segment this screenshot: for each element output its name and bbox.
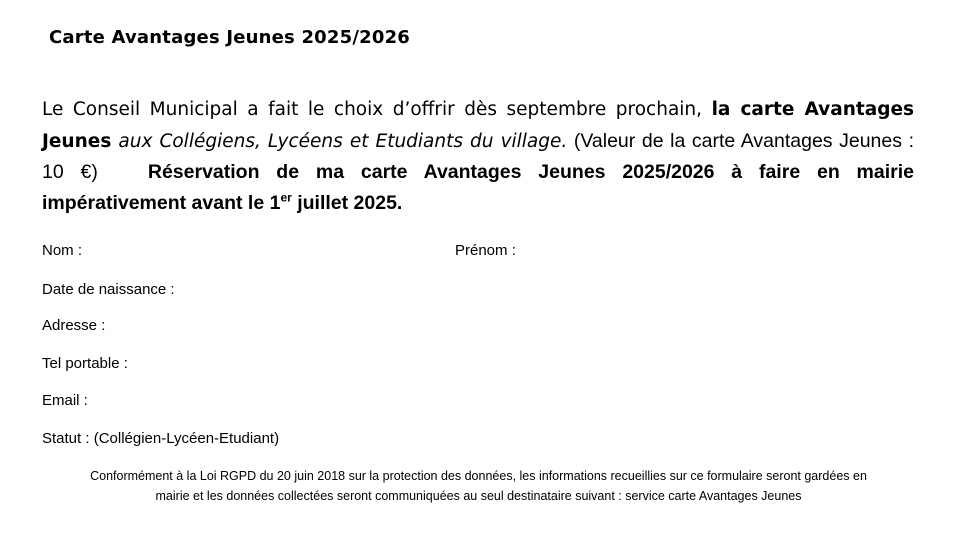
- email-field-label: Email :: [42, 392, 88, 409]
- intro-deadline: juillet 2025.: [291, 191, 403, 214]
- intro-paragraph: [42, 94, 914, 218]
- intro-reservation-text: Réservation de ma carte Avantages Jeunes 2025/2026 à faire en mairie impérativement avant le 1: [42, 161, 915, 214]
- adresse-field-label: Adresse :: [42, 317, 106, 334]
- nom-field-label: Nom :: [42, 242, 83, 259]
- intro-beneficiaries: aux Collégiens, Lycéens et Etudiants du village.: [111, 130, 568, 152]
- rgpd-notice-line-2: mairie et les données collectées seront communiquées au seul destinataire suivant : service carte Avantages Jeunes: [155, 489, 802, 503]
- rgpd-notice: [30, 466, 927, 506]
- intro-card-value: (Valeur de la carte Avantages Jeunes : 10 €): [42, 129, 914, 183]
- statut-field-label: Statut : (Collégien-Lycéen-Etudiant): [42, 430, 280, 447]
- tel-field-label: Tel portable :: [42, 355, 128, 372]
- intro-card-name: la carte Avantages Jeunes: [42, 99, 915, 152]
- prenom-field-label: Prénom :: [455, 242, 516, 259]
- rgpd-notice-line-1: Conformément à la Loi RGPD du 20 juin 2018 sur la protection des données, les informations recueillies sur ce formulaire seront gardées en: [90, 469, 867, 483]
- date-naissance-field-label: Date de naissance :: [42, 281, 175, 298]
- intro-text-1: Le Conseil Municipal a fait le choix d’offrir dès septembre prochain,: [42, 99, 712, 120]
- intro-reservation-sup: er: [280, 190, 292, 204]
- page-title: Carte Avantages Jeunes 2025/2026: [49, 27, 411, 48]
